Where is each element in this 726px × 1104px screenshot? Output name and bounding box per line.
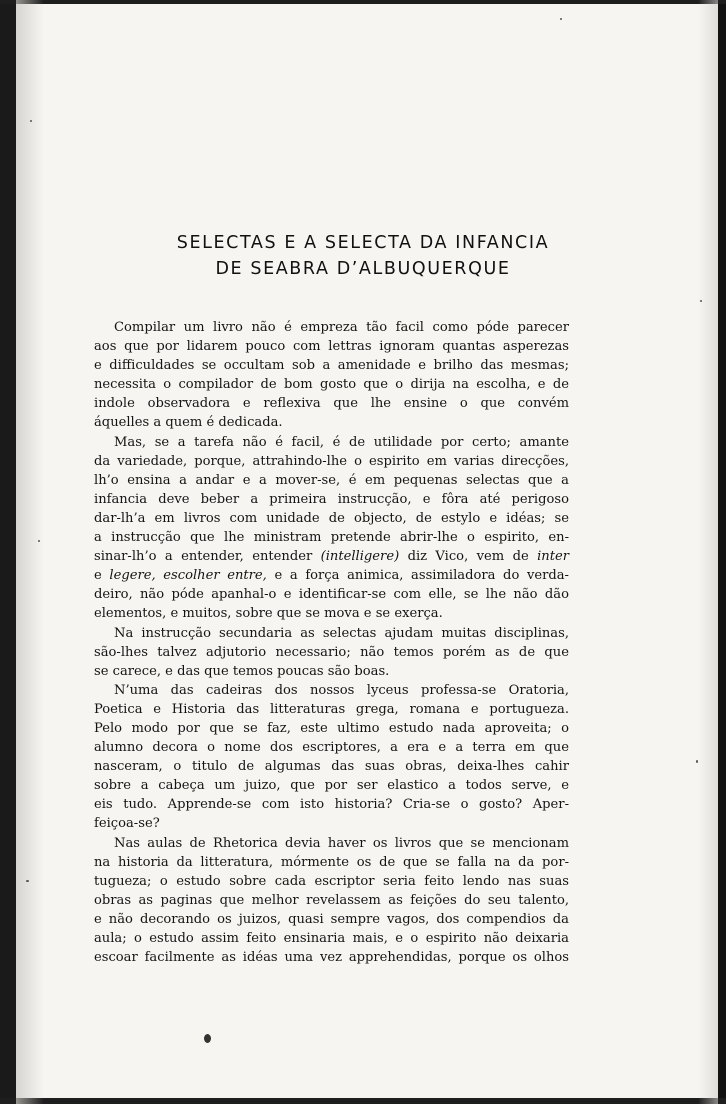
text-line: na historia da litteratura, mórmente os de que se falla na da por- bbox=[94, 854, 569, 870]
scan-speck bbox=[560, 18, 562, 20]
text-line: aos que por lidarem pouco com lettras ignoram quantas asperezas bbox=[94, 339, 569, 355]
text-line: aula; o estudo assim feito ensinaria mais, e o espirito não deixaria bbox=[94, 931, 569, 946]
text-line: nasceram, o titulo de algumas das suas obras, deixa-lhes cahir bbox=[94, 759, 569, 775]
text-line: sobre a cabeça um juizo, que por ser elastico a todos serve, e bbox=[94, 778, 569, 794]
text-line: são-lhes talvez adjutorio necessario; não temos porém as de que bbox=[94, 644, 569, 660]
text-line: se carece, e das que temos poucas são boas. bbox=[94, 663, 390, 679]
scan-border-right bbox=[718, 0, 726, 1104]
page-edge-shadow-left bbox=[16, 0, 44, 1104]
chapter-title-line-2: DE SEABRA D’ALBUQUERQUE bbox=[215, 259, 511, 279]
scan-border-left bbox=[0, 0, 16, 1104]
scan-speck bbox=[696, 760, 698, 763]
text-line: feiçoa-se? bbox=[94, 816, 160, 832]
text-line: indole observadora e reflexiva que lhe ensine o que convém bbox=[94, 396, 569, 412]
text-line: Nas aulas de Rhetorica devia haver os livros que se mencionam bbox=[114, 835, 569, 851]
text-line: escoar facilmente as idéas uma vez apprehendidas, porque os olhos bbox=[94, 950, 569, 966]
text-line: elementos, e muitos, sobre que se mova e se exerça. bbox=[94, 606, 443, 622]
text-line: Mas, se a tarefa não é facil, é de utilidade por certo; amante bbox=[114, 434, 569, 450]
text-line: e legere, escolher entre, e a força animica, assimiladora do verda- bbox=[94, 568, 569, 584]
text-line: Compilar um livro não é empreza tão facil como póde parecer bbox=[114, 320, 569, 335]
text-line: necessita o compilador de bom gosto que o dirija na escolha, e de bbox=[94, 377, 569, 393]
text-line: alumno decora o nome dos escriptores, a era e a terra em que bbox=[94, 740, 569, 756]
scan-speck bbox=[700, 300, 702, 302]
text-line: Poetica e Historia das litteraturas grega, romana e portugueza. bbox=[94, 701, 569, 717]
text-line: e não decorando os juizos, quasi sempre vagos, dos compendios da bbox=[94, 911, 569, 927]
text-line: deiro, não póde apanhal-o e identificar-se com elle, se lhe não dão bbox=[94, 587, 569, 603]
text-line: áquelles a quem é dedicada. bbox=[94, 415, 283, 431]
body-text bbox=[94, 318, 569, 967]
text-line: lh’o ensina a andar e a mover-se, é em pequenas selectas que a bbox=[94, 472, 569, 488]
text-line: Pelo modo por que se faz, este ultimo estudo nada aproveita; o bbox=[94, 720, 569, 736]
ink-blot bbox=[204, 1034, 211, 1043]
scan-speck bbox=[26, 880, 29, 882]
text-line: obras as paginas que melhor revelassem as feições do seu talento, bbox=[94, 892, 569, 908]
text-line: a instrucção que lhe ministram pretende abrir-lhe o espirito, en- bbox=[94, 530, 569, 546]
scan-speck bbox=[38, 540, 40, 542]
text-line: dar-lh’a em livros com unidade de objecto, de estylo e idéas; se bbox=[94, 510, 569, 526]
text-line: da variedade, porque, attrahindo-lhe o espirito em varias direcções, bbox=[94, 453, 569, 469]
text-line: infancia deve beber a primeira instrucção, e fôra até perigoso bbox=[94, 491, 569, 507]
page-edge-shadow-right bbox=[698, 0, 718, 1104]
chapter-title-line-1: SELECTAS E A SELECTA DA INFANCIA bbox=[176, 233, 550, 253]
text-line: eis tudo. Apprende-se com isto historia? Cria-se o gosto? Aper- bbox=[94, 797, 569, 813]
text-line: Na instrucção secundaria as selectas ajudam muitas disciplinas, bbox=[114, 625, 569, 641]
scan-speck bbox=[30, 120, 32, 122]
text-line: N’uma das cadeiras dos nossos lyceus professa-se Oratoria, bbox=[114, 682, 569, 698]
text-line: sinar-lh’o a entender, entender (intelligere) diz Vico, vem de inter bbox=[94, 549, 569, 565]
scan-border-bottom bbox=[0, 1098, 726, 1104]
text-line: tugueza; o estudo sobre cada escriptor seria feito lendo nas suas bbox=[94, 873, 569, 889]
text-line: e difficuldades se occultam sob a amenidade e brilho das mesmas; bbox=[94, 358, 569, 374]
scan-border-top bbox=[0, 0, 726, 4]
